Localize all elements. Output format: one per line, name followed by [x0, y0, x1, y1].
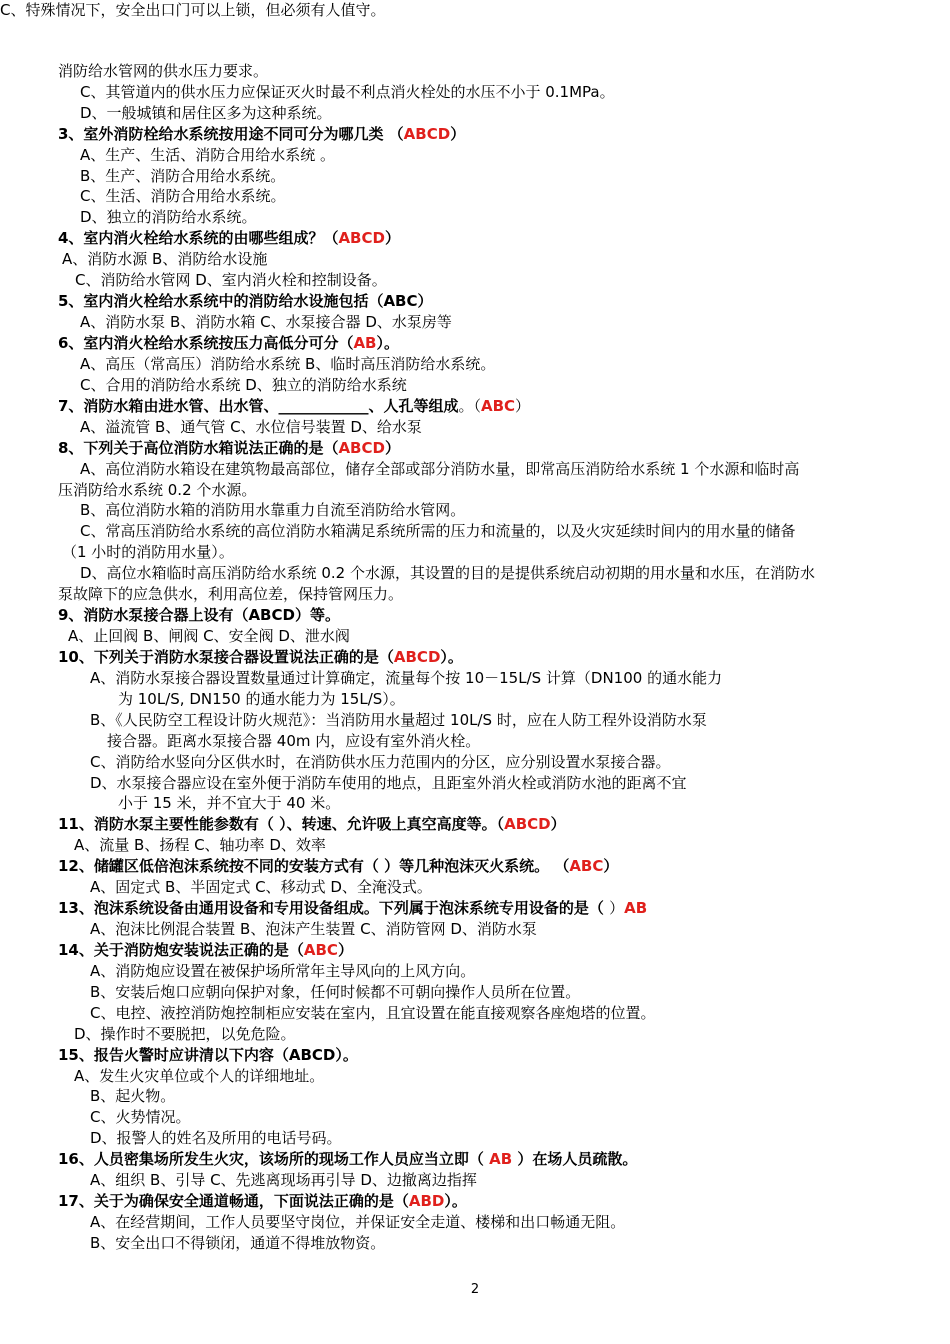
line-text: A、发生火灾单位或个人的详细地址。 [74, 1067, 325, 1085]
text-line [90, 1212, 625, 1233]
line-text: B、生产、消防合用给水系统。 [80, 167, 286, 185]
text-line [107, 731, 480, 752]
answer-text: ABCD [504, 815, 551, 833]
line-text: 8、下列关于高位消防水箱说法正确的是（ [58, 439, 339, 457]
line-text: 10、下列关于消防水泵接合器设置说法正确的是（ [58, 648, 394, 666]
answer-text: ABCD [338, 439, 385, 457]
line-punctuation: 。（ [458, 397, 481, 415]
text-line [90, 982, 580, 1003]
text-line [90, 877, 432, 898]
text-line [58, 584, 403, 605]
question-line [58, 605, 340, 626]
question-line [58, 1191, 467, 1212]
text-line [80, 459, 799, 480]
question-line [58, 814, 566, 835]
answer-text: ABC [569, 857, 604, 875]
question-line [58, 124, 465, 145]
text-line [58, 61, 268, 82]
line-text: 泵故障下的应急供水，利用高位差，保持管网压力。 [58, 585, 404, 603]
line-text: 3、室外消防栓给水系统按用途不同可分为哪几类 （ [58, 125, 404, 143]
line-punctuation: ） [550, 815, 566, 833]
question-line [58, 940, 353, 961]
question-line [58, 1149, 637, 1170]
answer-text: ABCD [393, 648, 441, 666]
question-line [58, 856, 618, 877]
text-line [0, 0, 385, 21]
line-punctuation: ）。 [444, 1192, 467, 1210]
line-punctuation: ） [384, 229, 400, 247]
line-text: C、消防给水管网 D、室内消火栓和控制设备。 [75, 271, 387, 289]
answer-text: ABC [480, 397, 516, 415]
line-text: A、组织 B、引导 C、先逃离现场再引导 D、边撤离边指挥 [90, 1171, 477, 1189]
text-line [80, 186, 285, 207]
line-punctuation: ）。 [376, 334, 400, 352]
line-text: C、消防给水竖向分区供水时，在消防供水压力范围内的分区，应分别设置水泵接合器。 [90, 753, 671, 771]
line-punctuation: ） [450, 125, 466, 143]
line-text: D、独立的消防给水系统。 [80, 208, 257, 226]
line-punctuation: ）。 [440, 648, 463, 666]
question-line [58, 396, 530, 417]
answer-text: AB [353, 334, 377, 352]
answer-text: ABCD [338, 229, 385, 247]
line-text: C、特殊情况下，安全出口门可以上锁，但必须有人值守。 [0, 1, 386, 19]
line-text: C、合用的消防给水系统 D、独立的消防给水系统 [80, 376, 407, 394]
text-line [80, 166, 285, 187]
text-line [90, 919, 537, 940]
text-line [80, 521, 795, 542]
answer-text: ABCD [403, 125, 451, 143]
question-line [58, 228, 400, 249]
text-line [90, 773, 687, 794]
text-line [62, 542, 234, 563]
line-punctuation: ） [603, 857, 619, 875]
line-text: B、安装后炮口应朝向保护对象，任何时候都不可朝向操作人员所在位置。 [90, 983, 581, 1001]
text-line [90, 1086, 175, 1107]
line-text: 接合器。距离水泵接合器 40m 内，应设有室外消火栓。 [107, 732, 481, 750]
text-line [74, 1066, 324, 1087]
text-line [58, 480, 256, 501]
line-text: A、固定式 B、半固定式 C、移动式 D、全淹没式。 [90, 878, 432, 896]
text-line [90, 1107, 190, 1128]
line-punctuation: ） [609, 899, 625, 917]
answer-text: AB [624, 899, 648, 917]
line-text: A、消防炮应设置在被保护场所常年主导风向的上风方向。 [90, 962, 476, 980]
text-line [90, 961, 475, 982]
line-text: 为 10L/S, DN150 的通水能力为 15L/S）。 [118, 690, 405, 708]
text-line [80, 207, 257, 228]
line-text: 12、储罐区低倍泡沫系统按不同的安装方式有（ ）等几种泡沫灭火系统。 （ [58, 857, 570, 875]
text-line [90, 668, 722, 689]
line-text: 9、消防水泵接合器上设有（ABCD）等。 [58, 606, 340, 624]
text-line [80, 145, 335, 166]
line-text: （1 小时的消防用水量）。 [62, 543, 234, 561]
line-text: A、在经营期间，工作人员要坚守岗位，并保证安全走道、楼梯和出口畅通无阻。 [90, 1213, 626, 1231]
line-text: 压消防给水系统 0.2 个水源。 [58, 481, 257, 499]
line-text: 6、室内消火栓给水系统按压力高低分可分（ [58, 334, 354, 352]
line-text: A、消防水泵接合器设置数量通过计算确定，流量每个按 10－15L/S 计算（DN100 的通水能力 [90, 669, 723, 687]
text-line [80, 563, 815, 584]
text-line [80, 417, 422, 438]
line-punctuation: ） [384, 439, 400, 457]
text-line [80, 375, 407, 396]
text-line [74, 1024, 296, 1045]
question-line [58, 333, 399, 354]
line-text: D、高位水箱临时高压消防给水系统 0.2 个水源，其设置的目的是提供系统启动初期的用水量和水压，在消防水 [80, 564, 815, 582]
text-line [80, 500, 465, 521]
line-punctuation: ） [515, 397, 531, 415]
question-line [58, 1045, 358, 1066]
line-text: C、其管道内的供水压力应保证灭火时最不利点消火栓处的水压不小于 0.1MPa。 [80, 83, 615, 101]
line-text: 7、消防水箱由进水管、出水管、____________、人孔等组成 [58, 397, 459, 415]
line-text: 4、室内消火栓给水系统的由哪些组成？（ [58, 229, 339, 247]
line-text: C、常高压消防给水系统的高位消防水箱满足系统所需的压力和流量的，以及火灾延续时间内的用水量的储备 [80, 522, 796, 540]
line-text: 13、泡沫系统设备由通用设备和专用设备组成。下列属于泡沫系统专用设备的是（ [58, 899, 610, 917]
line-text: C、生活、消防合用给水系统。 [80, 187, 286, 205]
text-line [118, 793, 340, 814]
line-text: C、电控、液控消防炮控制柜应安装在室内，且宜设置在能直接观察各座炮塔的位置。 [90, 1004, 656, 1022]
line-text: A、泡沫比例混合装置 B、泡沫产生装置 C、消防管网 D、消防水泵 [90, 920, 537, 938]
line-text: 消防给水管网的供水压力要求。 [58, 62, 269, 80]
line-text: D、报警人的姓名及所用的电话号码。 [90, 1129, 342, 1147]
text-line [90, 1003, 655, 1024]
text-line [90, 1170, 477, 1191]
line-text: 小于 15 米，并不宜大于 40 米。 [118, 794, 341, 812]
line-text: A、止回阀 B、闸阀 C、安全阀 D、泄水阀 [68, 627, 350, 645]
line-text: B、安全出口不得锁闭，通道不得堆放物资。 [90, 1234, 386, 1252]
line-text: A、高压（常高压）消防给水系统 B、临时高压消防给水系统。 [80, 355, 496, 373]
text-line [118, 689, 405, 710]
line-text: 17、关于为确保安全通道畅通，下面说法正确的是（ [58, 1192, 409, 1210]
question-line [58, 898, 647, 919]
text-line [80, 354, 495, 375]
line-text: 15、报告火警时应讲清以下内容（ABCD）。 [58, 1046, 358, 1064]
text-line [62, 249, 267, 270]
line-text: B、高位消防水箱的消防用水靠重力自流至消防给水管网。 [80, 501, 466, 519]
line-text: A、流量 B、扬程 C、轴功率 D、效率 [74, 836, 326, 854]
answer-text: ABC [303, 941, 338, 959]
line-text: 14、关于消防炮安装说法正确的是（ [58, 941, 304, 959]
text-line [80, 103, 332, 124]
question-line [58, 647, 463, 668]
line-text: B、起火物。 [90, 1087, 176, 1105]
text-line [90, 710, 707, 731]
question-line [58, 438, 400, 459]
line-text: C、火势情况。 [90, 1108, 191, 1126]
line-text: A、溢流管 B、通气管 C、水位信号装置 D、给水泵 [80, 418, 422, 436]
text-line [90, 1128, 342, 1149]
answer-text: ABD [408, 1192, 445, 1210]
line-punctuation: ）在场人员疏散。 [512, 1150, 638, 1168]
answer-text: AB [489, 1150, 513, 1168]
question-line [58, 291, 433, 312]
page-number: 2 [470, 1282, 480, 1297]
line-text: A、消防水泵 B、消防水箱 C、水泵接合器 D、水泵房等 [80, 313, 452, 331]
line-text: A、高位消防水箱设在建筑物最高部位，储存全部或部分消防水量，即常高压消防给水系统 1 个水源和临时高 [80, 460, 800, 478]
line-text: 11、消防水泵主要性能参数有（ ）、转速、允许吸上真空高度等。（ [58, 815, 505, 833]
line-text: 16、人员密集场所发生火灾，该场所的现场工作人员应当立即（ [58, 1150, 490, 1168]
line-text: D、一般城镇和居住区多为这种系统。 [80, 104, 332, 122]
line-text: D、操作时不要脱把，以免危险。 [74, 1025, 296, 1043]
line-text: 5、室内消火栓给水系统中的消防给水设施包括（ABC） [58, 292, 433, 310]
line-text: A、消防水源 B、消防给水设施 [62, 250, 268, 268]
text-line [90, 752, 670, 773]
text-line [90, 1233, 385, 1254]
text-line [80, 312, 452, 333]
text-line [75, 270, 387, 291]
line-punctuation: ） [337, 941, 353, 959]
text-line [68, 626, 350, 647]
line-text: A、生产、生活、消防合用给水系统 。 [80, 146, 336, 164]
line-text: D、水泵接合器应设在室外便于消防车使用的地点，且距室外消火栓或消防水池的距离不宜 [90, 774, 687, 792]
text-line [80, 82, 615, 103]
line-text: B、《人民防空工程设计防火规范》：当消防用水量超过 10L/S 时，应在人防工程外设消防水泵 [90, 711, 707, 729]
text-line [74, 835, 326, 856]
